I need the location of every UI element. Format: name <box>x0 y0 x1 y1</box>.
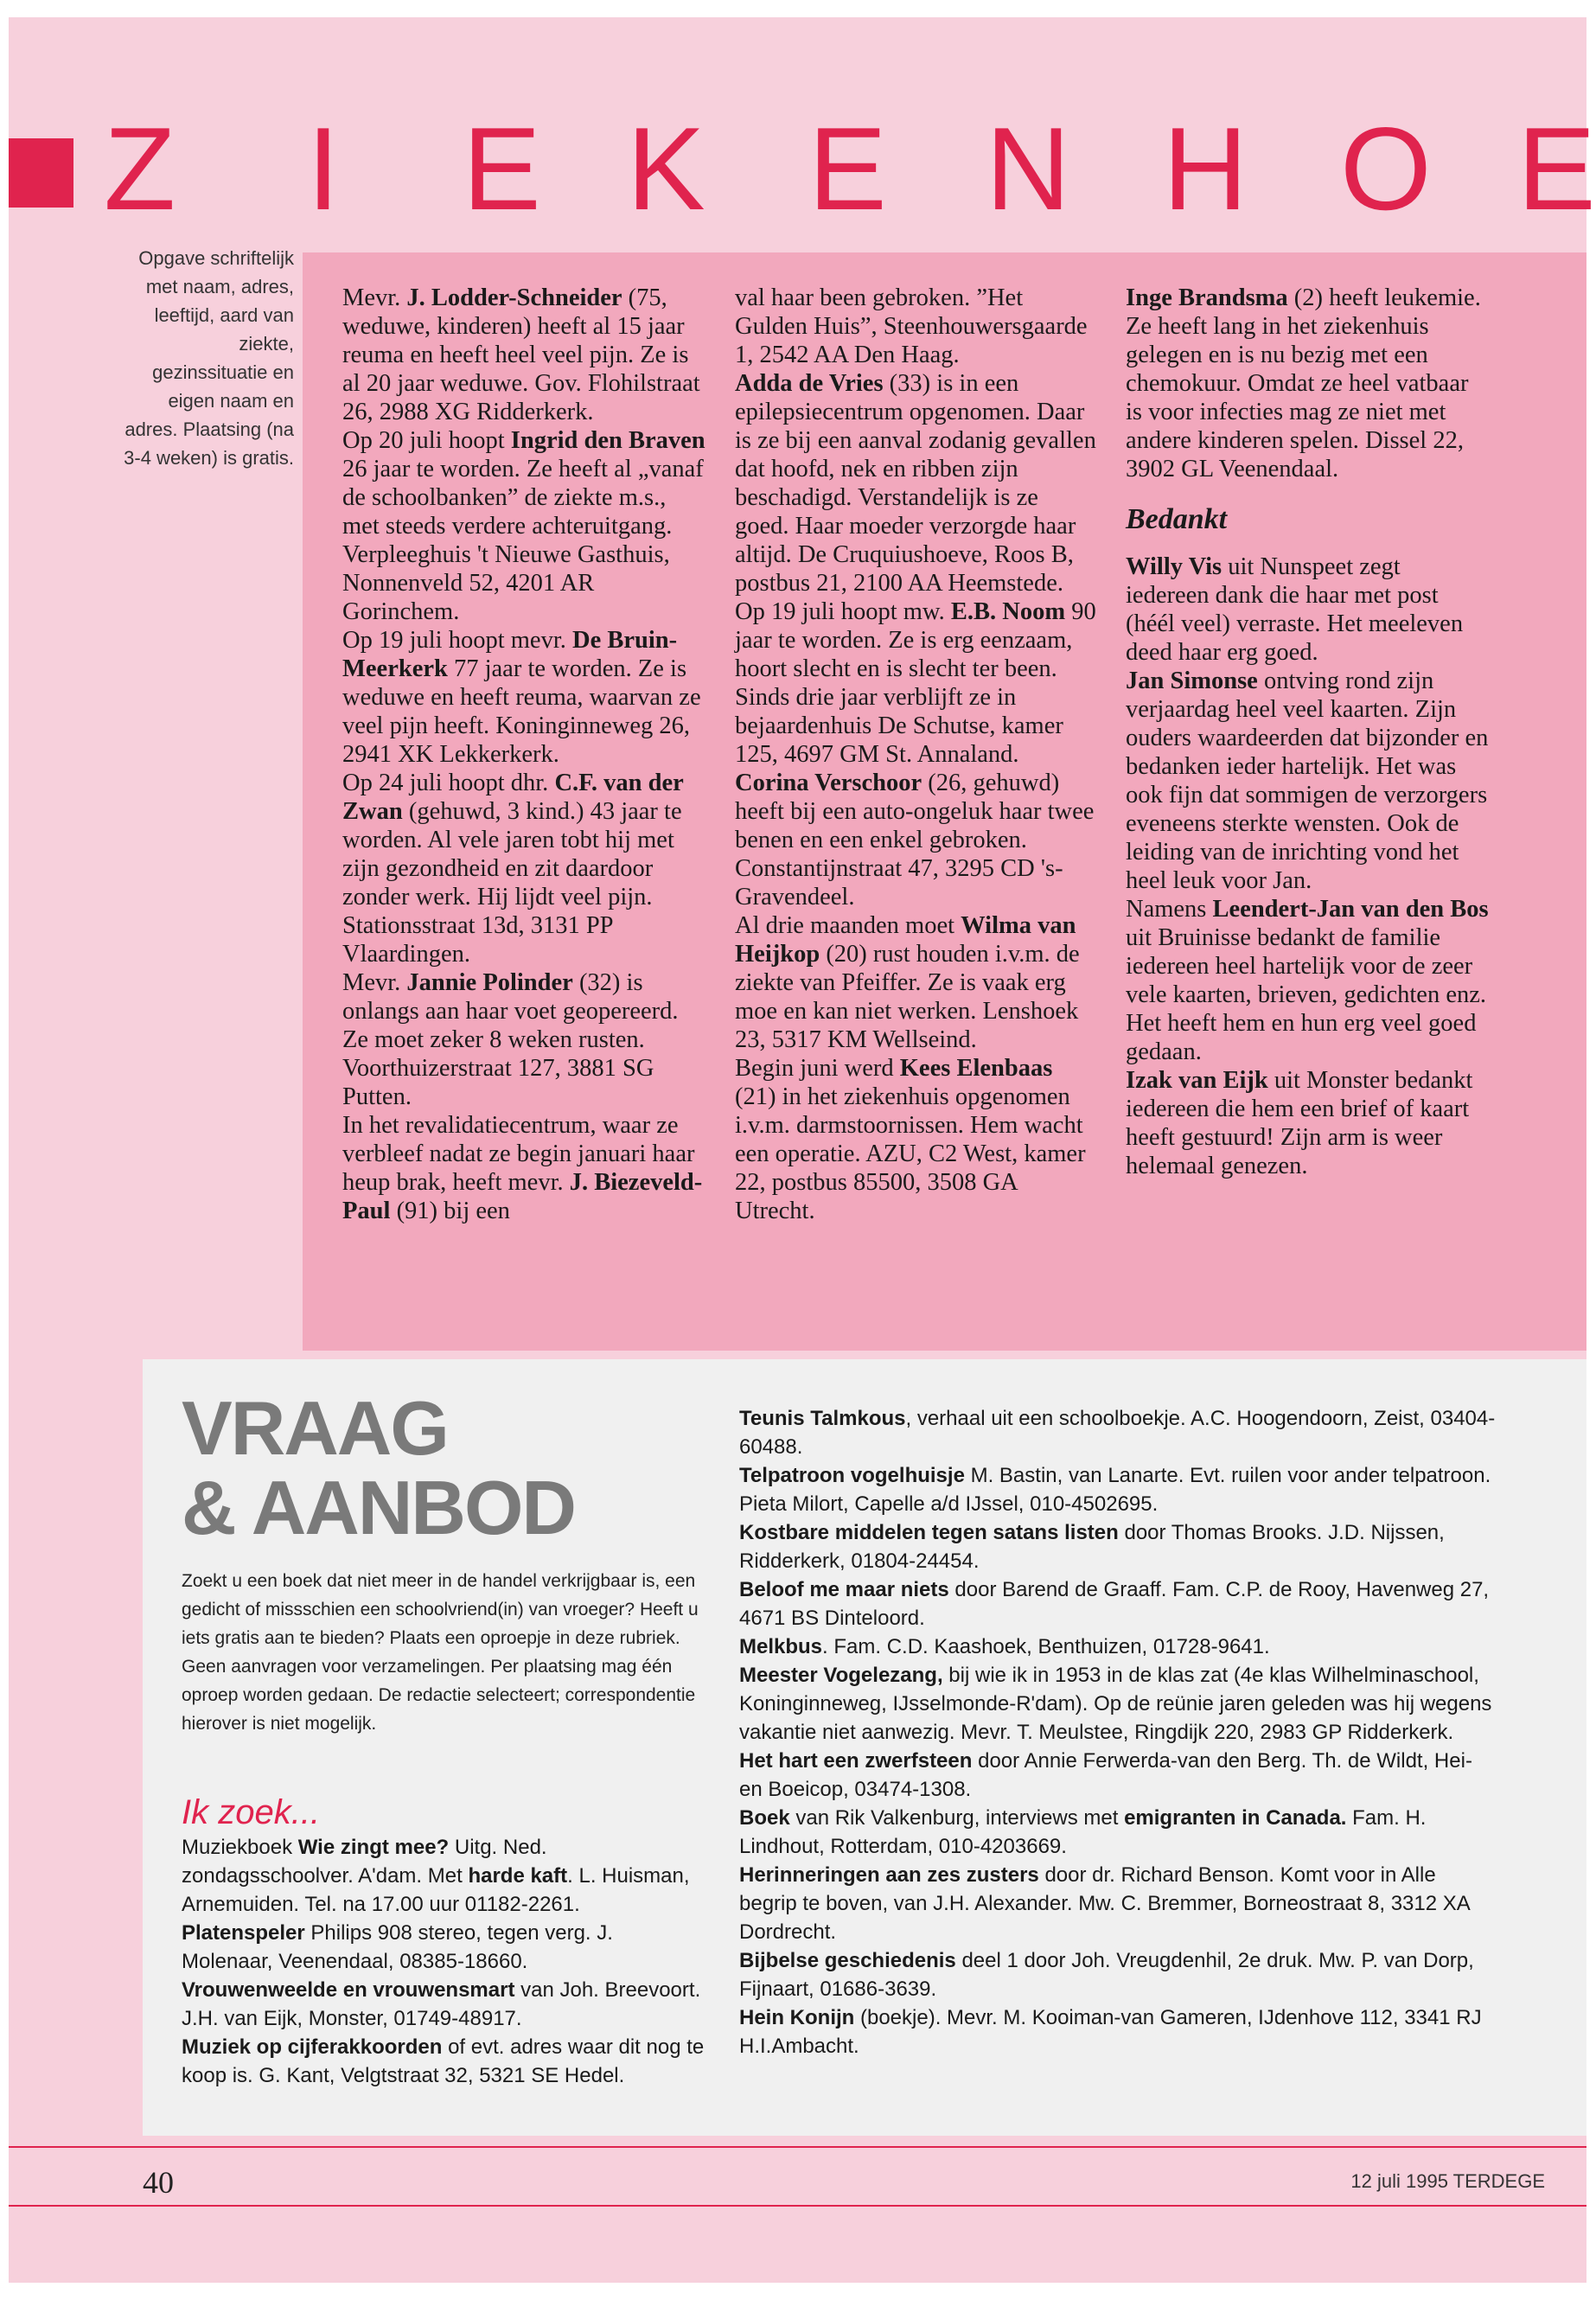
text-run: (91) bij een <box>390 1198 510 1224</box>
text-run: Mevr. <box>342 969 407 996</box>
paragraph <box>739 1661 1496 1747</box>
text-run: of evt. adres waar dit nog te koop is. G. Kant, Velgtstraat 32, 5321 SE Hedel. <box>182 2035 705 2087</box>
notice-list <box>342 284 705 1225</box>
ik-zoek-heading: Ik zoek... <box>182 1793 321 1831</box>
notices-column-3 <box>1126 284 1489 1180</box>
paragraph <box>182 2033 709 2090</box>
bold-name: emigranten in Canada. <box>1124 1806 1347 1830</box>
paragraph <box>735 597 1098 769</box>
vraag-heading: VRAAG <box>182 1385 448 1471</box>
paragraph <box>342 426 705 626</box>
title-letter: Z <box>104 103 176 234</box>
bold-name: Inge Brandsma <box>1126 284 1288 311</box>
title-letter: E <box>463 103 541 234</box>
bold-name: Kostbare middelen tegen satans listen <box>739 1521 1119 1544</box>
paragraph <box>735 911 1098 1054</box>
bold-name: Herinneringen aan zes zusters <box>739 1863 1039 1887</box>
text-run: 77 jaar te worden. Ze is weduwe en heeft reuma, waarvan ze veel pijn heeft. Koninginneweg 26, 2941 XK Lekkerkerk. <box>342 655 701 768</box>
red-accent-bar <box>9 138 73 208</box>
paragraph <box>739 1946 1496 2003</box>
paragraph <box>735 369 1098 597</box>
paragraph <box>735 769 1098 911</box>
text-run: (33) is in een epilepsiecentrum opgenomen. Daar is ze bij een aanval zodanig gevallen dat hoofd, nek en ribben zijn beschadigd. Verstandelijk is ze goed. Haar moeder verzorgde haar altijd. De Cruquiushoeve, Roos B, postbus 21, 2100 AA Heemstede. <box>735 370 1096 597</box>
text-run: ontving rond zijn verjaardag heel veel kaarten. Zijn ouders waardeerden dat bijzonder en bedanken ieder hartelijk. Het was ook fijn dat sommigen de verzorgers eveneens sterkte wensten. Ook de leiding van de inrichting vond het heel leuk voor Jan. <box>1126 668 1489 894</box>
bold-name: Platenspeler <box>182 1921 305 1945</box>
text-run: Muziekboek <box>182 1836 298 1859</box>
bold-name: Leendert-Jan van den Bos <box>1212 896 1489 923</box>
title-letter: N <box>986 103 1071 234</box>
text-run: door Thomas Brooks. J.D. Nijssen, Ridderkerk, 01804-24454. <box>739 1521 1445 1573</box>
paragraph <box>1126 895 1489 1066</box>
bold-name: Hein Konijn <box>739 2006 855 2029</box>
ad-list <box>739 1404 1496 2060</box>
text-run: (21) in het ziekenhuis opgenomen i.v.m. darmstoornissen. Hem wacht een operatie. AZU, C2 West, kamer 22, postbus 85500, 3508 GA Utrecht. <box>735 1083 1086 1224</box>
text-run: (20) rust houden i.v.m. de ziekte van Pfeiffer. Ze is vaak erg moe en kan niet werken. Lenshoek 23, 5317 KM Wellseind. <box>735 941 1080 1053</box>
ad-list <box>182 1833 709 2090</box>
notices-column-2 <box>735 284 1098 1225</box>
title-letter: O <box>1340 103 1432 234</box>
magazine-page <box>9 17 1596 2283</box>
ads-right-column <box>739 1404 1496 2060</box>
text-run: deel 1 door Joh. Vreugdenhil, 2e druk. Mw. P. van Dorp, Fijnaart, 01686-3639. <box>739 1949 1474 2001</box>
ads-left-column <box>182 1833 709 2090</box>
text-run: Op 19 juli hoopt mevr. <box>342 627 572 654</box>
paragraph <box>739 1461 1496 1518</box>
notice-list <box>735 284 1098 1225</box>
paragraph <box>735 1054 1098 1225</box>
paragraph <box>342 1111 705 1225</box>
paragraph <box>739 2003 1496 2060</box>
submission-instructions: Opgave schriftelijk met naam, adres, leeftijd, aard van ziekte, gezinssituatie en eigen naam en adres. Plaatsing (na 3-4 weken) is gratis. <box>124 247 294 469</box>
title-letter: I <box>307 103 340 234</box>
paragraph <box>739 1747 1496 1804</box>
paragraph <box>182 1919 709 1976</box>
paragraph <box>739 1404 1496 1461</box>
text-run: 90 jaar te worden. Ze is erg eenzaam, hoort slecht en is slecht ter been. Sinds drie jaar verblijft ze in bejaardenhuis De Schutse, kamer 125, 4697 GM St. Annaland. <box>735 598 1096 768</box>
bold-name: Telpatroon vogelhuisje <box>739 1464 965 1487</box>
text-run: Begin juni werd <box>735 1055 900 1082</box>
bold-name: Ingrid den Braven <box>510 427 705 454</box>
text-run: uit Nunspeet zegt iedereen dank die haar met post (héél veel) verraste. Het meeleven deed haar erg goed. <box>1126 553 1464 666</box>
bold-name: Meester Vogelezang, <box>739 1664 943 1687</box>
title-letter: E <box>1517 103 1596 234</box>
paragraph <box>1126 1066 1489 1180</box>
text-run: Al drie maanden moet <box>735 912 961 939</box>
bold-name: Jan Simonse <box>1126 668 1258 694</box>
bold-name: Vrouwenweelde en vrouwensmart <box>182 1978 515 2002</box>
aanbod-heading: & AANBOD <box>182 1465 575 1550</box>
bold-name: Beloof me maar niets <box>739 1578 949 1601</box>
text-run: 26 jaar te worden. Ze heeft al „vanaf de schoolbanken” de ziekte m.s., met steeds verdere achteruitgang. Verpleeghuis 't Nieuwe Gasthuis, Nonnenveld 52, 4201 AR Gorinchem. <box>342 456 704 625</box>
paragraph <box>739 1575 1496 1632</box>
page-number: 40 <box>143 2165 174 2200</box>
paragraph <box>182 1833 709 1919</box>
bold-name: C.F. van der Zwan <box>342 770 684 825</box>
text-run: (32) is onlangs aan haar voet geopereerd. Ze moet zeker 8 weken rusten. Voorthuizerstraat 127, 3881 SG Putten. <box>342 969 679 1110</box>
text-run: Fam. H. Lindhout, Rotterdam, 010-4203669. <box>739 1806 1427 1858</box>
bold-name: Izak van Eijk <box>1126 1067 1268 1094</box>
text-run: . L. Huisman, Arnemuiden. Tel. na 17.00 uur 01182-2261. <box>182 1864 690 1916</box>
bold-name: Wilma van Heijkop <box>735 912 1076 968</box>
text-run: (75, weduwe, kinderen) heeft al 15 jaar reuma en heeft heel veel pijn. Ze is al 20 jaar weduwe. Gov. Flohilstraat 26, 2988 XG Ridderkerk. <box>342 284 700 425</box>
bold-name: J. Lodder-Schneider <box>406 284 622 311</box>
notices-column-1 <box>342 284 705 1225</box>
text-run: bij wie ik in 1953 in de klas zat (4e klas Wilhelminaschool, Koninginneweg, IJsselmonde-R'dam). Op de reünie jaren geleden was hij wegens vakantie niet aanwezig. Mevr. T. Meulstee, Ringdijk 220, 2983 GP Ridderkerk. <box>739 1664 1492 1744</box>
notice-list <box>1126 284 1489 483</box>
bold-name: harde kaft <box>468 1864 568 1888</box>
bold-name: J. Biezeveld-Paul <box>342 1169 703 1224</box>
text-run: In het revalidatiecentrum, waar ze verbleef nadat ze begin januari haar heup brak, heeft mevr. <box>342 1112 695 1196</box>
text-run: door Barend de Graaff. Fam. C.P. de Rooy, Havenweg 27, 4671 BS Dinteloord. <box>739 1578 1490 1630</box>
paragraph <box>342 769 705 968</box>
text-run: Philips 908 stereo, tegen verg. J. Molenaar, Veenendaal, 08385-18660. <box>182 1921 613 1973</box>
title-letter: K <box>627 103 705 234</box>
paragraph <box>342 626 705 769</box>
paragraph <box>735 284 1098 369</box>
issue-date: 12 juli 1995 TERDEGE <box>1350 2170 1545 2192</box>
vraag-aanbod-box <box>143 1359 1586 2136</box>
text-run: Uitg. Ned. zondagsschoolver. A'dam. Met <box>182 1836 547 1888</box>
text-run: door Annie Ferwerda-van den Berg. Th. de Wildt, Hei- en Boeicop, 03474-1308. <box>739 1749 1472 1801</box>
text-run: (2) heeft leukemie. Ze heeft lang in het ziekenhuis gelegen en is nu bezig met een chemokuur. Omdat ze heel vatbaar is voor infecties mag ze niet met andere kinderen spelen. Dissel 22, 3902 GL Veenendaal. <box>1126 284 1481 482</box>
bold-name: E.B. Noom <box>950 598 1066 625</box>
text-run: . Fam. C.D. Kaashoek, Benthuizen, 01728-9641. <box>822 1635 1270 1658</box>
text-run: Op 19 juli hoopt mw. <box>735 598 951 625</box>
paragraph <box>342 284 705 426</box>
bold-name: Jannie Polinder <box>406 969 573 996</box>
text-run: uit Monster bedankt iedereen die hem een brief of kaart heeft gestuurd! Zijn arm is weer helemaal genezen. <box>1126 1067 1473 1179</box>
text-run: val haar been gebroken. ”Het Gulden Huis”, Steenhouwersgaarde 1, 2542 AA Den Haag. <box>735 284 1088 368</box>
text-run: M. Bastin, van Lanarte. Evt. ruilen voor ander telpatroon. Pieta Milort, Capelle a/d IJssel, 010-4502695. <box>739 1464 1491 1516</box>
text-run: van Joh. Breevoort. J.H. van Eijk, Monster, 01749-48917. <box>182 1978 701 2030</box>
text-run: (boekje). Mevr. M. Kooiman-van Gameren, IJdenhove 112, 3341 RJ H.I.Ambacht. <box>739 2006 1482 2058</box>
bold-name: Bijbelse geschiedenis <box>739 1949 956 1972</box>
text-run: Op 20 juli hoopt <box>342 427 511 454</box>
bold-name: Adda de Vries <box>735 370 884 397</box>
bold-name: Willy Vis <box>1126 553 1223 580</box>
bold-name: Wie zingt mee? <box>297 1836 450 1859</box>
text-run: uit Bruinisse bedankt de familie iedereen heel hartelijk voor de zeer vele kaarten, brieven, gedichten enz. Het heeft hem en hun erg veel goed gedaan. <box>1126 924 1486 1065</box>
text-run: Mevr. <box>342 284 407 311</box>
bold-name: De Bruin-Meerkerk <box>342 627 678 682</box>
paragraph <box>182 1976 709 2033</box>
paragraph <box>739 1518 1496 1575</box>
bold-name: Boek <box>739 1806 790 1830</box>
text-run: (gehuwd, 3 kind.) 43 jaar te worden. Al vele jaren tobt hij met zijn gezondheid en zit daardoor zonder werk. Hij lijdt veel pijn. Stationsstraat 13d, 3131 PP Vlaardingen. <box>342 798 682 968</box>
title-letter: E <box>808 103 887 234</box>
title-letter: H <box>1163 103 1248 234</box>
text-run: (26, gehuwd) heeft bij een auto-ongeluk haar twee benen en een enkel gebroken. Constantijnstraat 47, 3295 CD 's-Gravendeel. <box>735 770 1095 910</box>
text-run: Op 24 juli hoopt dhr. <box>342 770 555 796</box>
bold-name: Kees Elenbaas <box>899 1055 1053 1082</box>
bold-name: Melkbus <box>739 1635 823 1658</box>
paragraph <box>739 1804 1496 1861</box>
text-run: van Rik Valkenburg, interviews met <box>789 1806 1125 1830</box>
bold-name: Corina Verschoor <box>735 770 922 796</box>
paragraph <box>1126 553 1489 667</box>
section-title-ziekenhoek <box>104 103 1596 234</box>
paragraph <box>739 1632 1496 1661</box>
vraag-aanbod-intro: Zoekt u een boek dat niet meer in de handel verkrijgbaar is, een gedicht of missschien een schoolvriend(in) van vroeger? Heeft u iets gratis aan te bieden? Plaats een oproepje in deze rubriek. Geen aanvragen voor verzamelingen. Per plaatsing mag één oproep worden gedaan. De redactie selecteert; correspondentie hierover is niet mogelijk. <box>182 1571 699 1734</box>
paragraph <box>342 968 705 1111</box>
bedankt-heading: Bedankt <box>1126 503 1228 535</box>
paragraph <box>1126 284 1489 483</box>
footer-rule-bottom <box>9 2205 1586 2207</box>
thanks-list <box>1126 553 1489 1180</box>
text-run: Namens <box>1126 896 1213 923</box>
text-run: door dr. Richard Benson. Komt voor in Alle begrip te boven, van J.H. Alexander. Mw. C. Bremmer, Borneostraat 8, 3312 XA Dordrecht. <box>739 1863 1470 1944</box>
bold-name: Teunis Talmkous <box>739 1407 906 1430</box>
paragraph <box>1126 667 1489 895</box>
bold-name: Muziek op cijferakkoorden <box>182 2035 443 2059</box>
bold-name: Het hart een zwerfsteen <box>739 1749 973 1773</box>
paragraph <box>739 1861 1496 1946</box>
text-run: , verhaal uit een schoolboekje. A.C. Hoogendoorn, Zeist, 03404-60488. <box>739 1407 1496 1459</box>
footer-rule-top <box>9 2146 1586 2148</box>
